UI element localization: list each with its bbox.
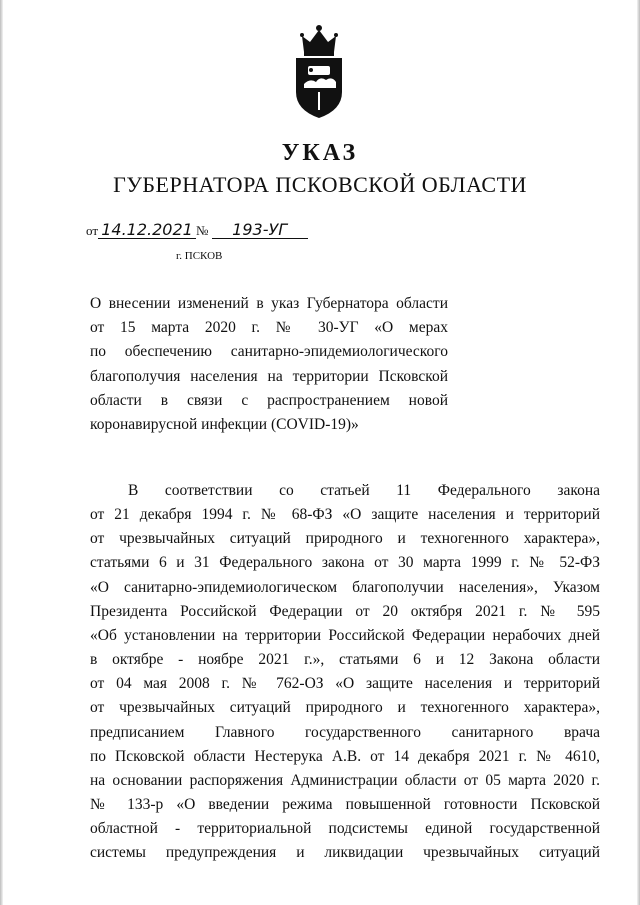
subject-line: благополучия населения на территории Псковской [90, 367, 448, 385]
pskov-coat-of-arms-icon [286, 22, 352, 122]
body-line: от чрезвычайных ситуаций природного и техногенного характера», [90, 699, 600, 717]
subject-line: коронавирусной инфекции (COVID-19)» [90, 416, 359, 434]
subject-line: О внесении изменений в указ Губернатора области [90, 295, 448, 312]
document-title: УКАЗ [281, 140, 359, 166]
body-paragraph [90, 479, 600, 866]
date-value: 14.12.2021 [98, 222, 196, 239]
document-number: 193-УГ [212, 222, 308, 239]
body-line: статьями 6 и 31 Федерального закона от 30 марта 1999 г. № 52-ФЗ [90, 554, 600, 572]
subject-block [90, 292, 448, 437]
scan-edge-left [0, 0, 3, 905]
date-prefix: от [86, 223, 99, 238]
body-line: от чрезвычайных ситуаций природного и техногенного характера», [90, 530, 600, 548]
requisites-line [86, 222, 308, 239]
document-subtitle: ГУБЕРНАТОРА ПСКОВСКОЙ ОБЛАСТИ [113, 172, 527, 197]
body-line: от 21 декабря 1994 г. № 68-ФЗ «О защите населения и территорий [90, 506, 600, 524]
subject-line: по обеспечению санитарно-эпидемиологического [90, 343, 448, 361]
body-line: «О санитарно-эпидемиологическом благополучии населения», Указом [90, 578, 600, 596]
body-line: системы предупреждения и ликвидации чрезвычайных ситуаций [90, 844, 600, 862]
body-line: «Об установлении на территории Российской Федерации нерабочих дней [90, 626, 600, 644]
subject-line: от 15 марта 2020 г. № 30-УГ «О мерах [90, 319, 448, 337]
number-prefix: № [196, 223, 209, 238]
body-line: на основании распоряжения Администрации области от 05 марта 2020 г. [90, 771, 600, 789]
body-line: Президента Российской Федерации от 20 октября 2021 г. № 595 [90, 602, 600, 620]
body-line: областной - территориальной подсистемы единой государственной [90, 820, 600, 838]
city-label: г. ПСКОВ [176, 250, 223, 262]
subject-line: области в связи с распространением новой [90, 391, 448, 409]
body-line: № 133-р «О введении режима повышенной готовности Псковской [90, 796, 600, 814]
body-line: в октябре - ноябре 2021 г.», статьями 6 и 12 Закона области [90, 651, 600, 669]
body-line: предписанием Главного государственного санитарного врача [90, 723, 600, 741]
body-line: В соответствии со статьей 11 Федерального закона [128, 482, 600, 499]
body-line: по Псковской области Нестерука А.В. от 14 декабря 2021 г. № 4610, [90, 747, 600, 765]
body-line: от 04 мая 2008 г. № 762-ОЗ «О защите населения и территорий [90, 675, 600, 693]
